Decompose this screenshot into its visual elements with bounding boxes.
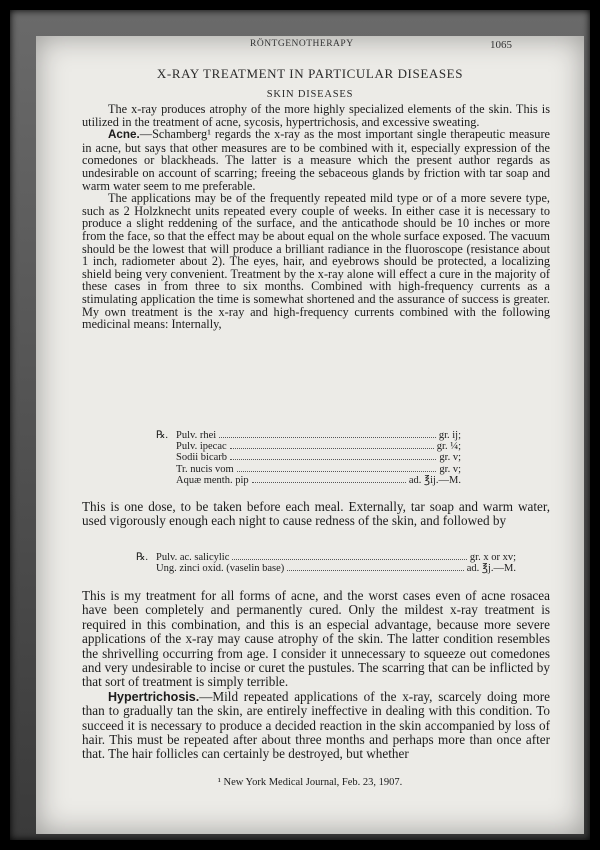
dose-paragraph: This is one dose, to be taken before each meal. Externally, tar soap and warm water, used vigorously enough each night to cause redness of the skin, and followed by <box>82 499 550 529</box>
section-title: SKIN DISEASES <box>266 89 354 100</box>
rx-ingredient: Aquæ menth. pip <box>176 474 249 486</box>
rx-dose: gr. v; <box>439 452 461 464</box>
running-header <box>36 39 584 53</box>
acne-heading: Acne. <box>108 128 140 142</box>
rx-line <box>156 475 461 486</box>
rx-line <box>156 464 461 475</box>
prescription-external <box>136 552 516 574</box>
hypertrichosis-heading: Hypertrichosis. <box>108 689 200 704</box>
rx-dose: gr. ¼; <box>436 441 461 453</box>
rx-dose: ad. ℥ij.—M. <box>408 474 461 486</box>
book-page <box>36 36 584 834</box>
rx-dose: ad. ℥j.—M. <box>466 563 516 575</box>
treatment-paragraph: This is my treatment for all forms of acne, and the worst cases even of acne rosacea have been completely and permanently cured. Only the mildest x-ray treatment is required in this combination, and this is an especial advantage, because more severe applications of the x-ray may cause atrophy of the skin. The latter condition resembles the shrivelling occurring from age. I consider it unnecessary to squeeze out comedones and very undesirable to incise or curet the pustules. The scarring that can be inflicted by that sort of treatment is simply terrible. <box>82 588 550 690</box>
rx-line <box>156 430 461 441</box>
rx-ingredient: Tr. nucis vom <box>176 463 234 475</box>
rx-line <box>136 563 516 574</box>
acne-paragraph <box>82 128 550 192</box>
applications-paragraph: The applications may be of the frequently repeated mild type or of a more severe type, such as 2 Holzknecht units repeated every couple of weeks. In either case it is necessary to produce a slight reddening of the surface, and the anticathode should be 10 inches or more from the face, so that the effect may be about equal on the whole surface exposed. The vacuum should be the lowest that will produce a brilliant radiance in the fluoroscope (resistance about 1 inch, radiometer about 2). The eyes, hair, and eyebrows should be protected, a localizing shield being very convenient. Treatment by the x-ray alone will effect a cure in the majority of these cases in from three to six months. Combined with high-frequency currents as a stimulating application the time is somewhat shortened and the assurance of success is greater. My own treatment is the x-ray and high-frequency currents combined with the following medicinal means: Internally, <box>82 191 550 332</box>
rx-symbol: ℞. <box>156 430 169 441</box>
prescription-internal <box>156 430 461 486</box>
body-text-middle <box>82 500 550 529</box>
rx-ingredient: Pulv. ipecac <box>176 441 227 453</box>
rx-symbol: ℞. <box>136 552 149 563</box>
rx-line <box>156 441 461 452</box>
chapter-title: X-RAY TREATMENT IN PARTICULAR DISEASES <box>156 66 464 81</box>
body-text-bottom <box>82 589 550 762</box>
rx-dose: gr. ij; <box>438 430 461 441</box>
hypertrichosis-paragraph <box>82 690 550 762</box>
rx-dose: gr. x or xv; <box>469 552 516 563</box>
photo-frame <box>10 10 590 840</box>
hypertrichosis-text: —Mild repeated applications of the x-ray, scarcely doing more than to gradually tan the skin, are entirely ineffective in dealing with this condition. To succeed it is necessary to produce a decided reaction in the skin accompanied by loss of hair. This must be repeated after about three months and perhaps more than once after that. The hair follicles can certainly be destroyed, but whether <box>82 688 550 762</box>
footnote: ¹ New York Medical Journal, Feb. 23, 1907. <box>217 777 403 788</box>
rx-ingredient: Pulv. ac. salicylic <box>156 552 230 563</box>
rx-ingredient: Pulv. rhei <box>176 430 217 441</box>
rx-line <box>156 452 461 463</box>
rx-ingredient: Sodii bicarb <box>176 452 228 464</box>
rx-ingredient: Ung. zinci oxid. (vaselin base) <box>156 563 285 575</box>
intro-paragraph: The x-ray produces atrophy of the more highly specialized elements of the skin. This is utilized in the treatment of acne, sycosis, hypertrichosis, and excessive sweating. <box>82 102 550 129</box>
running-title: RÖNTGENOTHERAPY <box>250 39 354 49</box>
rx-dose: gr. v; <box>439 463 461 475</box>
page-number: 1065 <box>490 39 512 51</box>
rx-line <box>136 552 516 563</box>
acne-text: —Schamberg¹ regards the x-ray as the most important single therapeutic measure in acne, but says that other measures are to be combined with it, especially expression of the comedones or blackheads. The latter is a measure which the present author regards as undesirable on account of scarring; freeing the sebaceous glands by friction with tar soap and warm water seem to me preferable. <box>82 127 550 193</box>
body-text-top <box>82 103 550 331</box>
